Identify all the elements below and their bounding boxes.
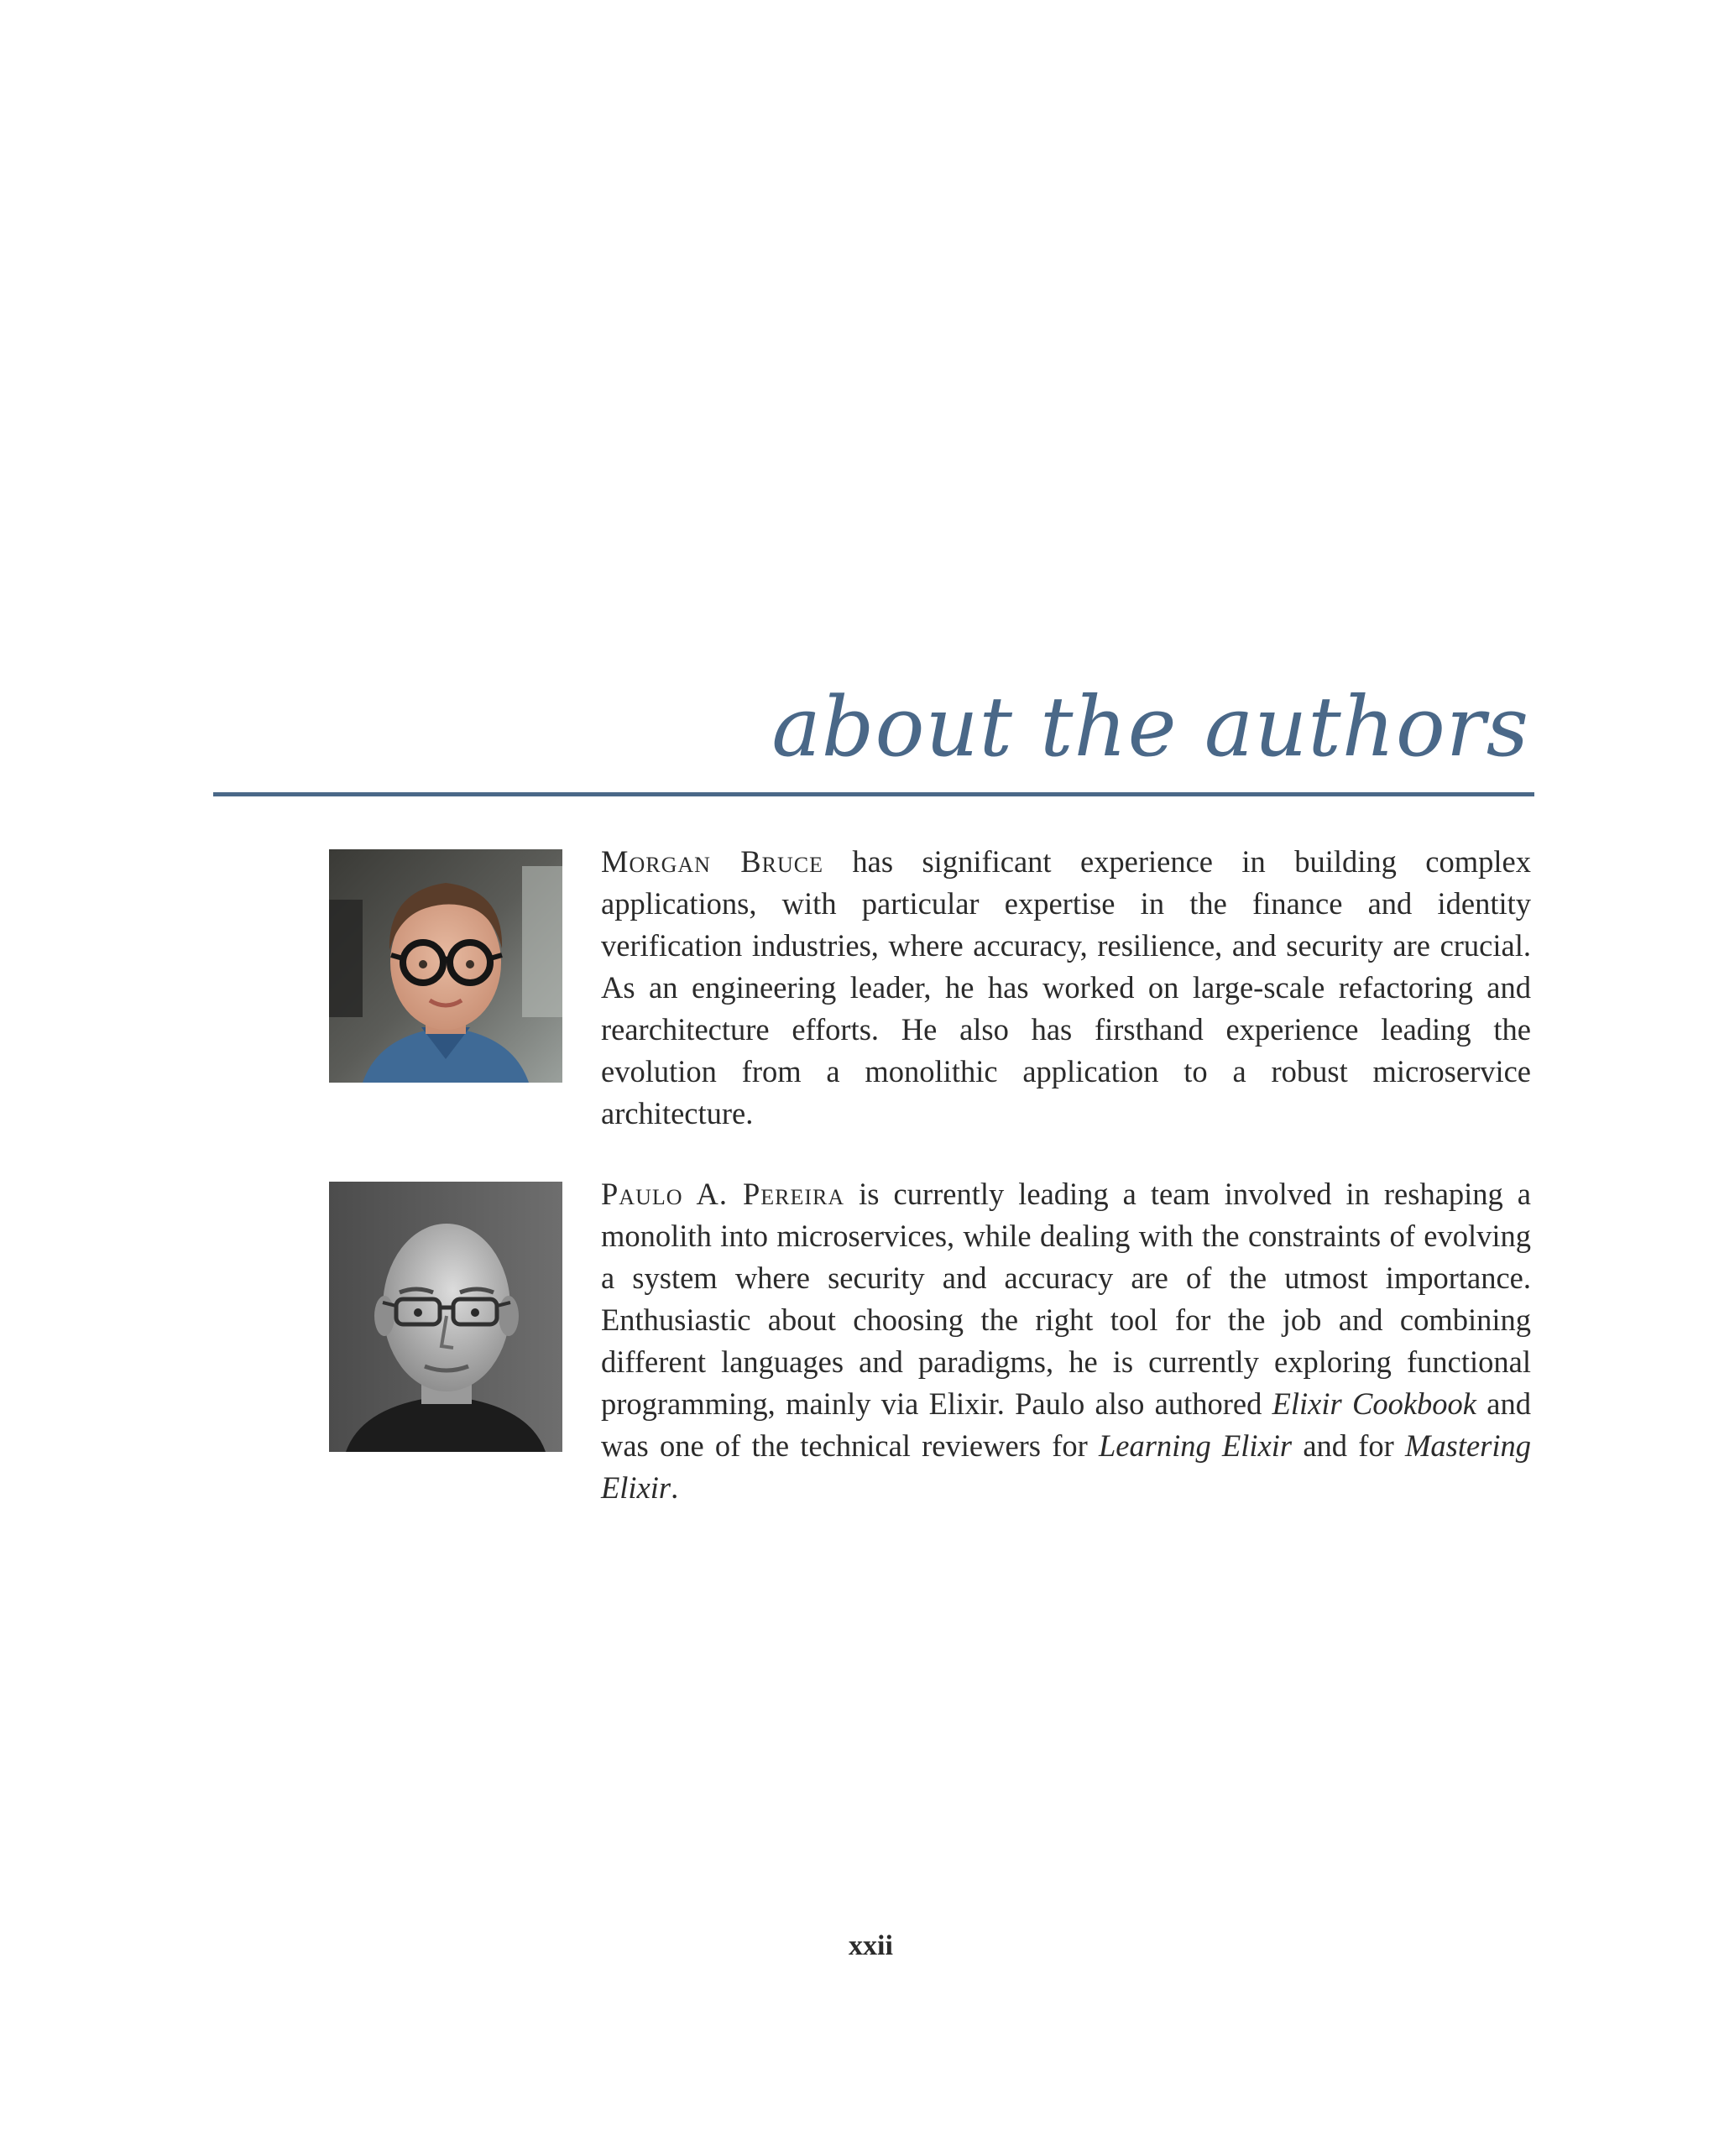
author-bio-text: has significant experience in building complex applications, with particular expertise in the finance and identity verification industries, where accuracy, resilience, and security are crucial. As an engineering leader, he has worked on large-scale refactoring and rearchitecture efforts. He also has firsthand experience leading the evolution from a monolithic application to a robust microservice architecture. xyxy=(601,844,1531,1130)
author-bio-paulo-pereira xyxy=(601,1173,1531,1509)
author-name: Paulo A. Pereira xyxy=(601,1177,845,1211)
book-title-mastering-elixir: Mastering Elixir xyxy=(601,1428,1532,1505)
author-bio-text: and for xyxy=(1292,1428,1405,1463)
book-title-elixir-cookbook: Elixir Cookbook xyxy=(1272,1386,1477,1421)
book-title-learning-elixir: Learning Elixir xyxy=(1098,1428,1293,1463)
author-bio-text: is currently leading a team involved in reshaping a monolith into microservices, while dealing with the constraints of evolving a system where security and accuracy are of the utmost importance. Enthusiastic about choosing the right tool for the job and combining different languages and paradigms, he is currently exploring functional programming, mainly via Elixir. Paulo also authored xyxy=(601,1177,1531,1421)
page-number: xxii xyxy=(849,1930,893,1961)
author-bio-text: and was one of the technical reviewers for xyxy=(601,1386,1531,1463)
page-title: about the authors xyxy=(771,680,1529,775)
author-photo-morgan-bruce xyxy=(329,849,562,1083)
author-bio-text: . xyxy=(671,1470,679,1505)
author-name: Morgan Bruce xyxy=(601,844,823,879)
author-bio-morgan-bruce xyxy=(601,841,1531,1135)
title-underline xyxy=(213,792,1534,796)
author-photo-paulo-pereira xyxy=(329,1182,562,1452)
